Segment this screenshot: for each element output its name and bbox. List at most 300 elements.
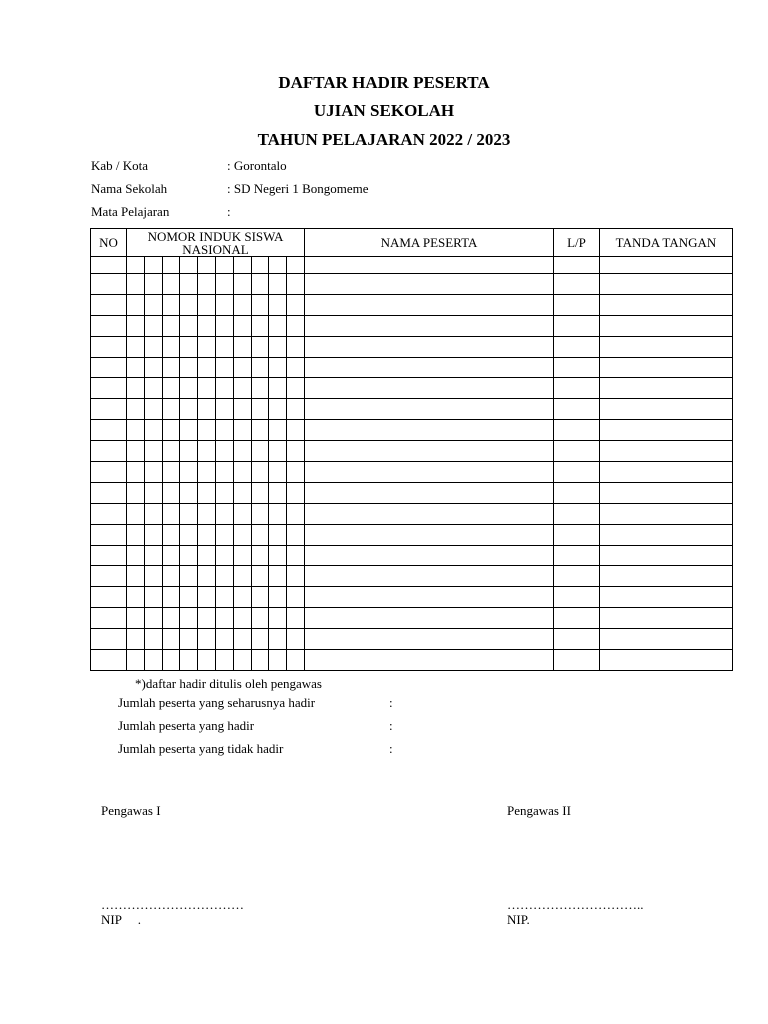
cell-tanda-tangan: [599, 441, 732, 462]
cell-nisn-digit: [215, 587, 233, 608]
cell-nisn-digit: [162, 524, 180, 545]
cell-nisn-digit: [233, 357, 251, 378]
cell-nisn-digit: [269, 274, 287, 295]
cell-nisn-digit: [180, 629, 198, 650]
cell-nisn-digit: [233, 462, 251, 483]
cell-nisn-digit: [287, 441, 305, 462]
cell-nisn-digit: [144, 336, 162, 357]
cell-nisn-digit: [269, 524, 287, 545]
cell-nisn-digit: [269, 378, 287, 399]
table-row: [91, 524, 733, 545]
mata-pelajaran-label: Mata Pelajaran: [91, 204, 170, 219]
cell-nama-peserta: [304, 399, 553, 420]
cell-nisn-digit: [215, 336, 233, 357]
cell-nisn-digit: [215, 399, 233, 420]
cell-lp: [553, 587, 599, 608]
cell-nisn-digit: [162, 378, 180, 399]
cell-nisn-digit: [198, 629, 216, 650]
cell-nisn-digit: [269, 357, 287, 378]
cell-nisn-digit: [180, 399, 198, 420]
cell-nisn-digit: [269, 650, 287, 671]
cell-lp: [553, 566, 599, 587]
mata-pelajaran-value: :: [227, 204, 231, 219]
cell-no: [91, 441, 127, 462]
cell-nisn-digit: [251, 357, 269, 378]
cell-nisn-digit: [269, 315, 287, 336]
table-row: [91, 482, 733, 503]
cell-nama-peserta: [304, 629, 553, 650]
cell-nisn-digit: [162, 608, 180, 629]
cell-nisn-digit: [144, 566, 162, 587]
cell-nisn-digit: [287, 566, 305, 587]
cell-nisn-digit: [180, 503, 198, 524]
cell-nisn-digit: [287, 503, 305, 524]
cell-no: [91, 399, 127, 420]
cell-nisn-digit: [198, 441, 216, 462]
cell-lp: [553, 441, 599, 462]
cell-lp: [553, 462, 599, 483]
cell-nisn-digit: [198, 545, 216, 566]
cell-nisn-digit: [127, 524, 145, 545]
cell-nama-peserta: [304, 420, 553, 441]
cell-nisn-digit: [251, 399, 269, 420]
pengawas-2-nip: NIP.: [507, 912, 530, 927]
cell-nisn-digit: [144, 420, 162, 441]
table-row: [91, 629, 733, 650]
cell-nisn-digit: [215, 482, 233, 503]
cell-nisn-digit: [144, 524, 162, 545]
pengawas-2-signature-line: …………………………..: [507, 897, 644, 912]
cell-nisn-digit: [251, 587, 269, 608]
cell-nisn-digit: [127, 482, 145, 503]
cell-lp: [553, 274, 599, 295]
table-row: [91, 274, 733, 295]
cell-nisn-digit: [162, 257, 180, 274]
cell-nisn-digit: [251, 441, 269, 462]
cell-nisn-digit: [127, 378, 145, 399]
kab-kota-value: : Gorontalo: [227, 158, 287, 173]
cell-tanda-tangan: [599, 587, 732, 608]
cell-nisn-digit: [198, 257, 216, 274]
cell-lp: [553, 420, 599, 441]
table-row: [91, 462, 733, 483]
cell-nisn-digit: [180, 294, 198, 315]
cell-no: [91, 336, 127, 357]
cell-nisn-digit: [233, 315, 251, 336]
cell-nisn-digit: [162, 336, 180, 357]
cell-nisn-digit: [233, 650, 251, 671]
cell-nisn-digit: [180, 608, 198, 629]
cell-nisn-digit: [287, 587, 305, 608]
cell-lp: [553, 482, 599, 503]
table-row: [91, 336, 733, 357]
table-row: [91, 294, 733, 315]
cell-nisn-digit: [233, 503, 251, 524]
cell-lp: [553, 336, 599, 357]
cell-nisn-digit: [198, 462, 216, 483]
document-title-line-2: UJIAN SEKOLAH: [313, 101, 455, 120]
cell-nisn-digit: [233, 378, 251, 399]
cell-tanda-tangan: [599, 336, 732, 357]
cell-nisn-digit: [162, 294, 180, 315]
cell-nama-peserta: [304, 608, 553, 629]
cell-nisn-digit: [162, 482, 180, 503]
cell-nisn-digit: [269, 257, 287, 274]
cell-nisn-digit: [251, 462, 269, 483]
cell-nisn-digit: [287, 315, 305, 336]
cell-nisn-digit: [127, 315, 145, 336]
cell-nisn-digit: [180, 336, 198, 357]
cell-nisn-digit: [233, 587, 251, 608]
cell-nisn-digit: [251, 274, 269, 295]
cell-nisn-digit: [215, 257, 233, 274]
cell-nisn-digit: [287, 462, 305, 483]
cell-nisn-digit: [144, 257, 162, 274]
cell-nisn-digit: [215, 315, 233, 336]
cell-nisn-digit: [198, 608, 216, 629]
cell-tanda-tangan: [599, 545, 732, 566]
cell-nisn-digit: [198, 357, 216, 378]
cell-nisn-digit: [127, 294, 145, 315]
cell-tanda-tangan: [599, 399, 732, 420]
cell-nisn-digit: [233, 629, 251, 650]
cell-nisn-digit: [144, 441, 162, 462]
cell-tanda-tangan: [599, 294, 732, 315]
table-row: [91, 608, 733, 629]
cell-lp: [553, 315, 599, 336]
cell-nisn-digit: [198, 420, 216, 441]
cell-nisn-digit: [269, 566, 287, 587]
cell-nisn-digit: [287, 524, 305, 545]
cell-nisn-digit: [287, 294, 305, 315]
table-row: [91, 566, 733, 587]
cell-nisn-digit: [251, 294, 269, 315]
cell-nisn-digit: [215, 566, 233, 587]
cell-nisn-digit: [269, 482, 287, 503]
cell-nisn-digit: [215, 462, 233, 483]
cell-nisn-digit: [198, 566, 216, 587]
table-row: [91, 441, 733, 462]
cell-nisn-digit: [162, 315, 180, 336]
cell-nama-peserta: [304, 566, 553, 587]
table-row: [91, 587, 733, 608]
cell-no: [91, 378, 127, 399]
table-row: [91, 420, 733, 441]
cell-nisn-digit: [251, 378, 269, 399]
table-row: [91, 545, 733, 566]
cell-lp: [553, 629, 599, 650]
cell-nisn-digit: [180, 257, 198, 274]
jumlah-seharusnya-label: Jumlah peserta yang seharusnya hadir: [118, 695, 316, 710]
cell-no: [91, 608, 127, 629]
cell-nisn-digit: [144, 545, 162, 566]
cell-nisn-digit: [144, 587, 162, 608]
cell-tanda-tangan: [599, 357, 732, 378]
table-row: [91, 257, 733, 274]
cell-nisn-digit: [127, 608, 145, 629]
cell-nisn-digit: [269, 629, 287, 650]
cell-nisn-digit: [162, 420, 180, 441]
cell-nisn-digit: [215, 420, 233, 441]
cell-nisn-digit: [198, 315, 216, 336]
cell-nisn-digit: [198, 650, 216, 671]
cell-nisn-digit: [144, 462, 162, 483]
table-row: [91, 378, 733, 399]
cell-nisn-digit: [233, 545, 251, 566]
cell-nisn-digit: [144, 378, 162, 399]
cell-tanda-tangan: [599, 257, 732, 274]
cell-nisn-digit: [162, 566, 180, 587]
cell-nisn-digit: [162, 441, 180, 462]
table-header-row: [91, 229, 733, 257]
cell-nama-peserta: [304, 545, 553, 566]
cell-tanda-tangan: [599, 650, 732, 671]
cell-nisn-digit: [144, 315, 162, 336]
cell-nama-peserta: [304, 482, 553, 503]
cell-tanda-tangan: [599, 274, 732, 295]
cell-nisn-digit: [251, 608, 269, 629]
cell-nisn-digit: [180, 315, 198, 336]
nama-sekolah-value: : SD Negeri 1 Bongomeme: [227, 181, 369, 196]
kab-kota-label: Kab / Kota: [91, 158, 149, 173]
cell-nisn-digit: [251, 482, 269, 503]
cell-nisn-digit: [233, 294, 251, 315]
cell-nisn-digit: [127, 462, 145, 483]
cell-nisn-digit: [127, 336, 145, 357]
cell-nisn-digit: [269, 441, 287, 462]
cell-nisn-digit: [269, 608, 287, 629]
cell-nisn-digit: [215, 441, 233, 462]
cell-nisn-digit: [269, 399, 287, 420]
cell-nisn-digit: [198, 524, 216, 545]
cell-nisn-digit: [198, 399, 216, 420]
cell-nisn-digit: [127, 274, 145, 295]
cell-nisn-digit: [180, 441, 198, 462]
cell-nisn-digit: [180, 274, 198, 295]
cell-nisn-digit: [251, 336, 269, 357]
cell-nama-peserta: [304, 587, 553, 608]
cell-nisn-digit: [215, 650, 233, 671]
cell-nisn-digit: [233, 336, 251, 357]
cell-nisn-digit: [251, 650, 269, 671]
cell-nisn-digit: [180, 566, 198, 587]
header-no: NO: [91, 229, 127, 257]
cell-nisn-digit: [144, 399, 162, 420]
cell-nisn-digit: [127, 420, 145, 441]
cell-no: [91, 294, 127, 315]
cell-nisn-digit: [215, 545, 233, 566]
cell-no: [91, 545, 127, 566]
cell-nisn-digit: [127, 650, 145, 671]
cell-nisn-digit: [127, 545, 145, 566]
cell-nama-peserta: [304, 378, 553, 399]
cell-lp: [553, 257, 599, 274]
cell-tanda-tangan: [599, 608, 732, 629]
attendance-table-body: [91, 257, 733, 671]
cell-nisn-digit: [144, 357, 162, 378]
cell-nisn-digit: [144, 629, 162, 650]
cell-nisn-digit: [162, 650, 180, 671]
cell-nisn-digit: [215, 357, 233, 378]
cell-nisn-digit: [233, 274, 251, 295]
cell-nisn-digit: [251, 545, 269, 566]
cell-nisn-digit: [269, 545, 287, 566]
cell-nisn-digit: [162, 629, 180, 650]
cell-no: [91, 462, 127, 483]
attendance-table: [90, 228, 733, 671]
attendance-note: *)daftar hadir ditulis oleh pengawas: [135, 676, 322, 691]
cell-nisn-digit: [215, 524, 233, 545]
cell-nisn-digit: [180, 420, 198, 441]
cell-nama-peserta: [304, 294, 553, 315]
document-title-line-1: DAFTAR HADIR PESERTA: [278, 73, 490, 92]
cell-tanda-tangan: [599, 524, 732, 545]
cell-nama-peserta: [304, 503, 553, 524]
cell-no: [91, 257, 127, 274]
cell-nisn-digit: [144, 294, 162, 315]
cell-no: [91, 274, 127, 295]
cell-nisn-digit: [233, 566, 251, 587]
cell-nisn-digit: [127, 441, 145, 462]
cell-nisn-digit: [287, 608, 305, 629]
cell-nisn-digit: [162, 274, 180, 295]
cell-no: [91, 357, 127, 378]
cell-nisn-digit: [269, 587, 287, 608]
cell-nisn-digit: [215, 608, 233, 629]
cell-nisn-digit: [180, 378, 198, 399]
cell-nisn-digit: [198, 587, 216, 608]
cell-lp: [553, 524, 599, 545]
header-tanda-tangan: TANDA TANGAN: [599, 229, 732, 257]
cell-nisn-digit: [287, 545, 305, 566]
cell-nisn-digit: [287, 336, 305, 357]
cell-lp: [553, 608, 599, 629]
document-title-line-3: TAHUN PELAJARAN 2022 / 2023: [257, 130, 511, 149]
cell-no: [91, 650, 127, 671]
cell-nisn-digit: [180, 357, 198, 378]
table-row: [91, 650, 733, 671]
cell-nisn-digit: [287, 482, 305, 503]
cell-no: [91, 420, 127, 441]
cell-nisn-digit: [251, 420, 269, 441]
cell-nisn-digit: [233, 608, 251, 629]
cell-nama-peserta: [304, 257, 553, 274]
cell-nisn-digit: [198, 378, 216, 399]
cell-nisn-digit: [269, 503, 287, 524]
jumlah-tidak-hadir-label: Jumlah peserta yang tidak hadir: [118, 741, 284, 756]
cell-nama-peserta: [304, 441, 553, 462]
cell-no: [91, 524, 127, 545]
cell-nisn-digit: [127, 399, 145, 420]
cell-lp: [553, 357, 599, 378]
cell-lp: [553, 503, 599, 524]
cell-nisn-digit: [162, 587, 180, 608]
cell-tanda-tangan: [599, 566, 732, 587]
cell-nisn-digit: [180, 524, 198, 545]
cell-nisn-digit: [144, 274, 162, 295]
cell-no: [91, 629, 127, 650]
jumlah-tidak-hadir-colon: :: [389, 741, 393, 756]
cell-nisn-digit: [251, 524, 269, 545]
cell-tanda-tangan: [599, 462, 732, 483]
cell-lp: [553, 378, 599, 399]
jumlah-hadir-colon: :: [389, 718, 393, 733]
cell-nisn-digit: [233, 441, 251, 462]
cell-nisn-digit: [180, 587, 198, 608]
cell-nisn-digit: [215, 629, 233, 650]
cell-nisn-digit: [251, 257, 269, 274]
cell-nisn-digit: [251, 566, 269, 587]
cell-no: [91, 587, 127, 608]
cell-nisn-digit: [180, 482, 198, 503]
pengawas-1-label: Pengawas I: [101, 803, 161, 818]
cell-nisn-digit: [198, 503, 216, 524]
cell-nisn-digit: [162, 503, 180, 524]
cell-nama-peserta: [304, 524, 553, 545]
cell-nisn-digit: [215, 294, 233, 315]
cell-nisn-digit: [198, 482, 216, 503]
cell-nisn-digit: [144, 650, 162, 671]
cell-nisn-digit: [269, 462, 287, 483]
pengawas-1-signature-line: ……………………………: [101, 897, 244, 912]
cell-nama-peserta: [304, 336, 553, 357]
cell-tanda-tangan: [599, 503, 732, 524]
cell-nisn-digit: [198, 274, 216, 295]
table-row: [91, 315, 733, 336]
cell-nisn-digit: [198, 336, 216, 357]
cell-nisn-digit: [287, 399, 305, 420]
cell-nisn-digit: [287, 629, 305, 650]
cell-nisn-digit: [127, 357, 145, 378]
header-lp: L/P: [553, 229, 599, 257]
cell-nisn-digit: [287, 257, 305, 274]
cell-nisn-digit: [287, 357, 305, 378]
cell-no: [91, 482, 127, 503]
table-row: [91, 503, 733, 524]
cell-nisn-digit: [144, 503, 162, 524]
cell-nisn-digit: [269, 336, 287, 357]
cell-nisn-digit: [233, 257, 251, 274]
pengawas-2-label: Pengawas II: [507, 803, 571, 818]
table-row: [91, 399, 733, 420]
cell-lp: [553, 399, 599, 420]
cell-tanda-tangan: [599, 378, 732, 399]
cell-nisn-digit: [287, 420, 305, 441]
cell-nisn-digit: [144, 608, 162, 629]
cell-tanda-tangan: [599, 315, 732, 336]
jumlah-hadir-label: Jumlah peserta yang hadir: [118, 718, 255, 733]
cell-nama-peserta: [304, 357, 553, 378]
cell-lp: [553, 650, 599, 671]
cell-nisn-digit: [127, 503, 145, 524]
nama-sekolah-label: Nama Sekolah: [91, 181, 168, 196]
cell-nisn-digit: [233, 482, 251, 503]
cell-nisn-digit: [287, 378, 305, 399]
cell-nisn-digit: [215, 274, 233, 295]
cell-nisn-digit: [198, 294, 216, 315]
cell-nama-peserta: [304, 650, 553, 671]
cell-nisn-digit: [162, 399, 180, 420]
cell-no: [91, 566, 127, 587]
cell-nisn-digit: [180, 650, 198, 671]
cell-nisn-digit: [233, 399, 251, 420]
pengawas-1-nip: NIP .: [101, 912, 141, 927]
cell-no: [91, 503, 127, 524]
cell-tanda-tangan: [599, 482, 732, 503]
cell-nisn-digit: [287, 274, 305, 295]
cell-nama-peserta: [304, 315, 553, 336]
cell-nisn-digit: [127, 629, 145, 650]
